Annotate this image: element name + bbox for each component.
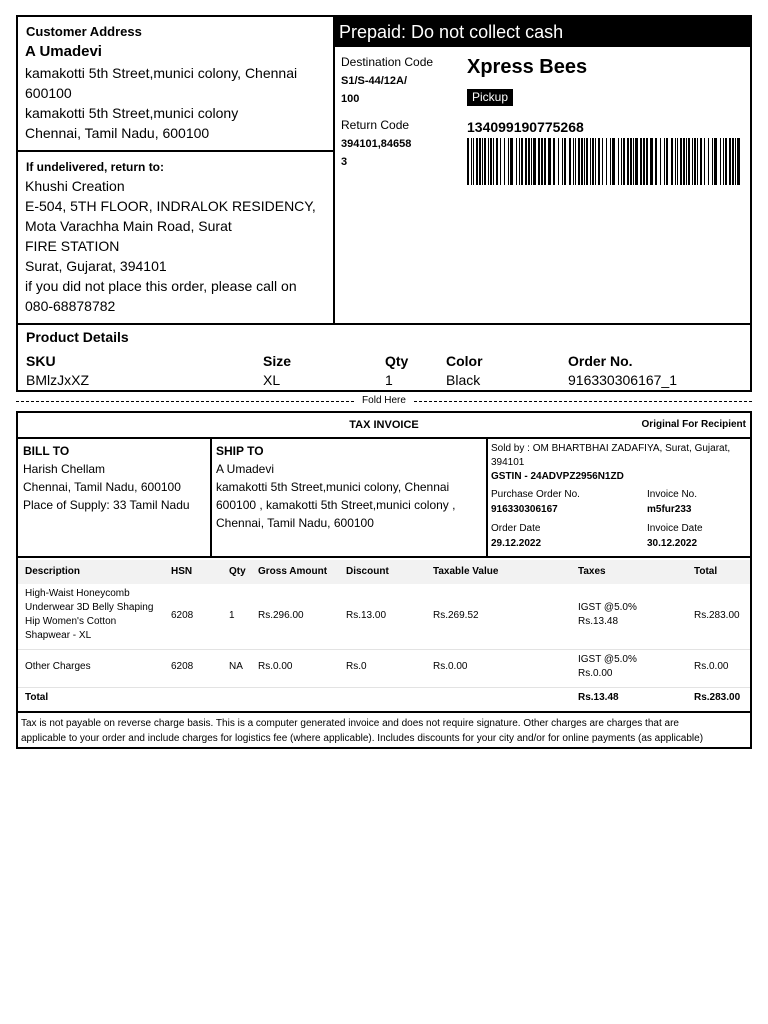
address-line: 600100 <box>25 85 72 101</box>
barcode-bar <box>602 138 603 185</box>
return-address-lines <box>25 176 316 316</box>
return-line: Surat, Gujarat, 394101 <box>25 258 167 274</box>
barcode-bar <box>590 138 591 185</box>
invoice-title: TAX INVOICE <box>349 419 419 431</box>
barcode-bar <box>610 138 611 185</box>
barcode-bar <box>623 138 625 185</box>
barcode-bar <box>562 138 563 185</box>
barcode-bar <box>606 138 607 185</box>
barcode-bar <box>671 138 673 185</box>
item-gross: Rs.296.00 <box>258 610 304 621</box>
destination-code-line: S1/S-44/12A/ <box>341 75 408 87</box>
tax-line: IGST @5.0% <box>578 602 637 613</box>
barcode-bar <box>643 138 645 185</box>
barcode-bar <box>476 138 478 185</box>
fold-dash-right <box>414 401 752 402</box>
barcode-bar <box>720 138 721 185</box>
ship-to-heading: SHIP TO <box>216 444 264 458</box>
color-value: Black <box>446 372 481 388</box>
barcode-bar <box>688 138 690 185</box>
ship-to-line: A Umadevi <box>216 462 275 476</box>
copy-label: Original For Recipient <box>641 419 746 430</box>
barcode-bar <box>586 138 588 185</box>
description-line: High-Waist Honeycomb <box>25 588 130 599</box>
barcode-bar <box>704 138 705 185</box>
barcode-bar <box>510 138 513 185</box>
item-gross: Rs.0.00 <box>258 661 293 672</box>
courier-box <box>333 15 752 325</box>
total-label: Total <box>25 692 49 703</box>
barcode-bar <box>621 138 622 185</box>
return-line: E-504, 5TH FLOOR, INDRALOK RESIDENCY, <box>25 198 316 214</box>
sold-by-line: 394101 <box>491 457 525 468</box>
item-total: Rs.0.00 <box>694 661 729 672</box>
item-qty: NA <box>229 661 243 672</box>
return-line: 080-68878782 <box>25 298 116 314</box>
bill-to <box>23 442 190 514</box>
sku-value: BMlzJxXZ <box>26 372 89 388</box>
order-date-label: Order Date <box>491 523 541 534</box>
barcode-bar <box>729 138 731 185</box>
divider <box>486 438 488 556</box>
address-line: kamakotti 5th Street,munici colony, Chennai <box>25 65 298 81</box>
item-hsn: 6208 <box>171 661 194 672</box>
order-no-value: 916330306167_1 <box>568 372 678 388</box>
col-hsn: HSN <box>171 566 193 577</box>
barcode-bar <box>686 138 687 185</box>
barcode-bar <box>531 138 532 185</box>
barcode-bar <box>664 138 665 185</box>
return-heading: If undelivered, return to: <box>26 160 165 174</box>
invoice-date-value: 30.12.2022 <box>647 538 698 549</box>
barcode-bar <box>521 138 523 185</box>
return-line: FIRE STATION <box>25 238 120 254</box>
customer-address-lines <box>25 63 297 143</box>
total-row <box>18 688 750 710</box>
courier-name: Xpress Bees <box>467 56 588 78</box>
barcode-bar <box>725 138 727 185</box>
po-label: Purchase Order No. <box>491 489 580 500</box>
customer-address-heading: Customer Address <box>26 24 142 39</box>
bill-to-line: Chennai, Tamil Nadu, 600100 <box>23 480 181 494</box>
barcode-bar <box>683 138 685 185</box>
awb-number: 134099190775268 <box>467 119 584 135</box>
return-code-line: 394101,84658 <box>341 138 412 150</box>
invoice-no-label: Invoice No. <box>647 489 698 500</box>
col-gross: Gross Amount <box>258 566 328 577</box>
description-line: Underwear 3D Belly Shaping <box>25 602 154 613</box>
barcode-bar <box>482 138 483 185</box>
destination-code-label: Destination Code <box>341 55 434 69</box>
return-line: if you did not place this order, please call on <box>25 278 297 294</box>
barcode-bar <box>488 138 489 185</box>
barcode-bar <box>660 138 661 185</box>
divider <box>18 711 750 713</box>
divider <box>18 437 750 439</box>
barcode-bar <box>680 138 682 185</box>
col-taxes: Taxes <box>578 566 606 577</box>
bill-to-line: Place of Supply: 33 Tamil Nadu <box>23 498 190 512</box>
barcode-bar <box>650 138 653 185</box>
col-taxable: Taxable Value <box>433 566 499 577</box>
table-row <box>18 650 750 686</box>
items-table-header <box>18 560 750 584</box>
item-discount: Rs.13.00 <box>346 610 387 621</box>
item-hsn: 6208 <box>171 610 194 621</box>
barcode-bar <box>467 138 469 185</box>
barcode-bar <box>578 138 580 185</box>
barcode-bar <box>564 138 566 185</box>
col-description: Description <box>25 566 81 577</box>
barcode-bar <box>612 138 615 185</box>
barcode-bar <box>544 138 546 185</box>
barcode-bar <box>598 138 600 185</box>
barcode-bar <box>528 138 530 185</box>
color-header: Color <box>446 353 483 369</box>
seller-info <box>491 442 749 484</box>
qty-value: 1 <box>385 372 393 388</box>
size-value: XL <box>263 372 281 388</box>
barcode-bar <box>569 138 571 185</box>
barcode-bar <box>735 138 736 185</box>
invoice-no-value: m5fur233 <box>647 504 692 515</box>
barcode-bar <box>675 138 676 185</box>
barcode-bar <box>500 138 501 185</box>
barcode-bar <box>700 138 702 185</box>
barcode-bar <box>732 138 734 185</box>
item-description: Other Charges <box>25 661 91 672</box>
product-details-box <box>16 323 752 392</box>
return-address-box <box>16 150 335 325</box>
barcode-bar <box>548 138 551 185</box>
order-date-value: 29.12.2022 <box>491 538 542 549</box>
product-details-heading: Product Details <box>26 329 129 345</box>
item-discount: Rs.0 <box>346 661 367 672</box>
col-total: Total <box>694 566 718 577</box>
ship-to-line: kamakotti 5th Street,munici colony, Chennai <box>216 480 450 494</box>
barcode-bar <box>646 138 648 185</box>
barcode-bar <box>592 138 594 185</box>
barcode-bar <box>737 138 740 185</box>
customer-name: A Umadevi <box>25 43 102 60</box>
barcode-bar <box>541 138 543 185</box>
item-taxes <box>578 653 637 681</box>
barcode-bar <box>573 138 574 185</box>
barcode-bar <box>558 138 559 185</box>
barcode-bar <box>519 138 520 185</box>
item-total: Rs.283.00 <box>694 610 740 621</box>
barcode-bar <box>490 138 492 185</box>
pickup-badge: Pickup <box>467 89 513 106</box>
barcode-bar <box>633 138 634 185</box>
tax-line: IGST @5.0% <box>578 654 637 665</box>
description-line: Shapwear - XL <box>25 630 92 641</box>
barcode-bar <box>584 138 585 185</box>
size-header: Size <box>263 353 292 369</box>
return-code-line: 3 <box>341 156 348 168</box>
barcode-bar <box>635 138 638 185</box>
tax-line: Rs.0.00 <box>578 668 613 679</box>
barcode-bar <box>712 138 713 185</box>
qty-header: Qty <box>385 353 409 369</box>
destination-code-value <box>341 72 407 108</box>
item-taxable: Rs.0.00 <box>433 661 468 672</box>
barcode-bar <box>525 138 527 185</box>
bill-to-line: Harish Chellam <box>23 462 106 476</box>
barcode-bar <box>575 138 576 185</box>
barcode-bar <box>508 138 509 185</box>
fold-line <box>16 395 752 407</box>
barcode-bar <box>581 138 583 185</box>
barcode-bar <box>627 138 629 185</box>
barcode-bar <box>553 138 555 185</box>
return-line: Mota Varachha Main Road, Surat <box>25 218 232 234</box>
barcode-bar <box>595 138 596 185</box>
address-line: kamakotti 5th Street,munici colony <box>25 105 239 121</box>
barcode-bar <box>533 138 536 185</box>
ship-to-line: Chennai, Tamil Nadu, 600100 <box>216 516 374 530</box>
barcode-bar <box>708 138 709 185</box>
barcode-bar <box>677 138 678 185</box>
tax-invoice <box>16 411 752 749</box>
barcode-bar <box>484 138 486 185</box>
ship-to <box>216 442 455 532</box>
barcode-bar <box>479 138 481 185</box>
barcode-bar <box>504 138 505 185</box>
footer-line: Tax is not payable on reverse charge basis. This is a computer generated invoice and does not require signature. Other charges are charges that are <box>21 718 679 729</box>
barcode-bar <box>640 138 642 185</box>
return-line: Khushi Creation <box>25 178 125 194</box>
description-line: Hip Women's Cotton <box>25 616 117 627</box>
return-code-label: Return Code <box>341 118 410 132</box>
invoice-date-label: Invoice Date <box>647 523 703 534</box>
ship-to-line: 600100 , kamakotti 5th Street,munici colony , <box>216 498 456 512</box>
barcode-bar <box>516 138 517 185</box>
item-qty: 1 <box>229 610 235 621</box>
item-taxable: Rs.269.52 <box>433 610 479 621</box>
fold-dash-left <box>16 401 354 402</box>
barcode-bar <box>723 138 724 185</box>
divider <box>210 438 212 556</box>
barcode-bar <box>618 138 619 185</box>
shipment-barcode <box>467 138 740 185</box>
sku-header: SKU <box>26 353 56 369</box>
footer-line: applicable to your order and include charges for logistics fee (where applicable). Includes discounts for your city and/or for online payments (as applicable) <box>21 733 704 744</box>
barcode-bar <box>692 138 693 185</box>
tax-line: Rs.13.48 <box>578 616 619 627</box>
barcode-bar <box>493 138 494 185</box>
barcode-bar <box>655 138 657 185</box>
col-discount: Discount <box>346 566 389 577</box>
barcode-bar <box>630 138 632 185</box>
item-description <box>25 587 153 643</box>
bill-to-heading: BILL TO <box>23 444 70 458</box>
gstin: GSTIN - 24ADVPZ2956N1ZD <box>491 471 624 482</box>
address-line: Chennai, Tamil Nadu, 600100 <box>25 125 210 141</box>
barcode-bar <box>473 138 474 185</box>
col-qty: Qty <box>229 566 246 577</box>
item-taxes <box>578 601 637 629</box>
invoice-footer-note <box>21 716 703 746</box>
total-taxes: Rs.13.48 <box>578 692 619 703</box>
po-value: 916330306167 <box>491 504 558 515</box>
barcode-bar <box>714 138 717 185</box>
barcode-bar <box>694 138 696 185</box>
barcode-bar <box>666 138 668 185</box>
customer-address-box <box>16 15 335 152</box>
barcode-bar <box>538 138 540 185</box>
sold-by-line: Sold by : OM BHARTBHAI ZADAFIYA, Surat, Gujarat, <box>491 443 731 454</box>
destination-code-line: 100 <box>341 93 360 105</box>
barcode-bar <box>697 138 698 185</box>
divider <box>18 556 750 558</box>
total-amount: Rs.283.00 <box>694 692 741 703</box>
fold-label: Fold Here <box>362 395 406 406</box>
table-row <box>18 584 750 648</box>
return-code-value <box>341 135 411 171</box>
barcode-bar <box>496 138 498 185</box>
order-no-header: Order No. <box>568 353 633 369</box>
barcode-bar <box>471 138 472 185</box>
prepaid-banner: Prepaid: Do not collect cash <box>335 17 750 47</box>
